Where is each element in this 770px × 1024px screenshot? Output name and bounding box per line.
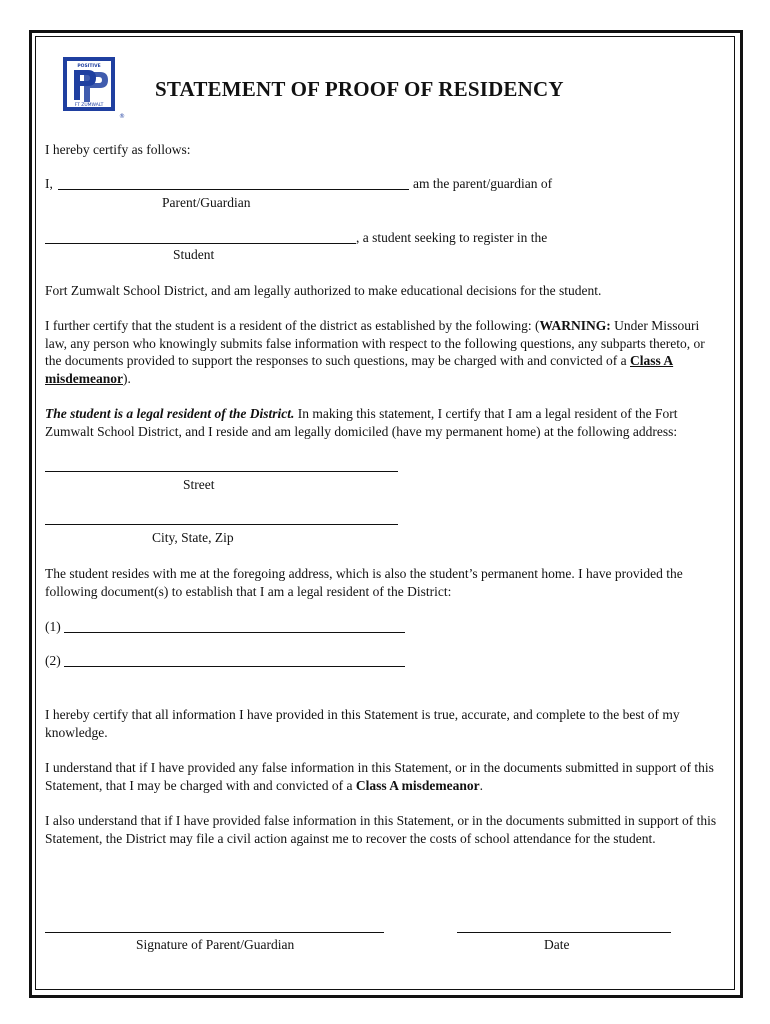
warning-label: WARNING: <box>539 318 611 333</box>
parent-name-field[interactable] <box>58 189 409 190</box>
understand-text: I understand that if I have provided any false information in this Statement, or in the documents submitted in support of this Statement, that I may be charged with and convicted of a <box>45 760 714 793</box>
document-2-label: (2) <box>45 653 61 668</box>
understand-class-a: Class A misdemeanor <box>355 777 480 793</box>
legal-resident-bold: The student is a legal resident of the District. <box>45 406 295 421</box>
date-label: Date <box>544 937 570 952</box>
further-text-3: ). <box>123 370 131 386</box>
line1-prefix: I, <box>45 176 53 191</box>
signature-label: Signature of Parent/Guardian <box>136 937 295 952</box>
date-field[interactable] <box>457 932 671 933</box>
legal-resident-paragraph <box>45 405 717 440</box>
line1-suffix: am the parent/guardian of <box>413 176 553 191</box>
student-name-field[interactable] <box>45 243 356 244</box>
document-1-field[interactable] <box>64 632 405 633</box>
further-text-1: I further certify that the student is a resident of the district as established by the following: ( <box>45 318 540 333</box>
resides-paragraph: The student resides with me at the foregoing address, which is also the student’s permanent home. I have provided the following document(s) to establish that I am a legal resident of the District: <box>45 566 683 599</box>
street-label: Street <box>183 477 215 492</box>
understand-paragraph <box>45 759 717 794</box>
understand-end: . <box>479 777 484 793</box>
legal-resident-text: In making this statement, I certify that I am a legal resident of the Fort Zumwalt School District, and I reside and am legally domiciled (have my permanent home) at the following address: <box>45 406 678 439</box>
further-certify-paragraph <box>45 317 717 387</box>
page-title: STATEMENT OF PROOF OF RESIDENCY <box>155 77 564 101</box>
class-a-label: Class A misdemeanor <box>45 353 674 386</box>
city-state-zip-label: City, State, Zip <box>152 530 234 545</box>
district-logo <box>62 56 128 122</box>
svg-text:POSITIVE: POSITIVE <box>77 64 101 69</box>
student-label: Student <box>173 247 215 262</box>
intro-text: I hereby certify as follows: <box>45 142 191 157</box>
svg-text:®: ® <box>119 113 125 120</box>
svg-text:FT ZUMWALT: FT ZUMWALT <box>74 103 104 108</box>
parent-label: Parent/Guardian <box>162 195 251 210</box>
further-text-2: Under Missouri law, any person who knowingly submits false information with respect to the following questions, any subparts thereto, or the documents provided to support the responses to such questions, may be charged with and convicted of a <box>45 318 705 368</box>
document-1-label: (1) <box>45 619 61 634</box>
signature-field[interactable] <box>45 932 384 933</box>
certify-all-paragraph: I hereby certify that all information I have provided in this Statement is true, accurate, and complete to the best of my knowledge. <box>45 707 680 740</box>
also-understand-paragraph: I also understand that if I have provided false information in this Statement, or in the documents submitted in support of this Statement, the District may file a civil action against me to recover the costs of school attendance for the student. <box>45 813 717 846</box>
district-line: Fort Zumwalt School District, and am legally authorized to make educational decisions for the student. <box>45 283 602 298</box>
street-field[interactable] <box>45 471 398 472</box>
line2-suffix: , a student seeking to register in the <box>356 230 548 245</box>
city-state-zip-field[interactable] <box>45 524 398 525</box>
document-2-field[interactable] <box>64 666 405 667</box>
